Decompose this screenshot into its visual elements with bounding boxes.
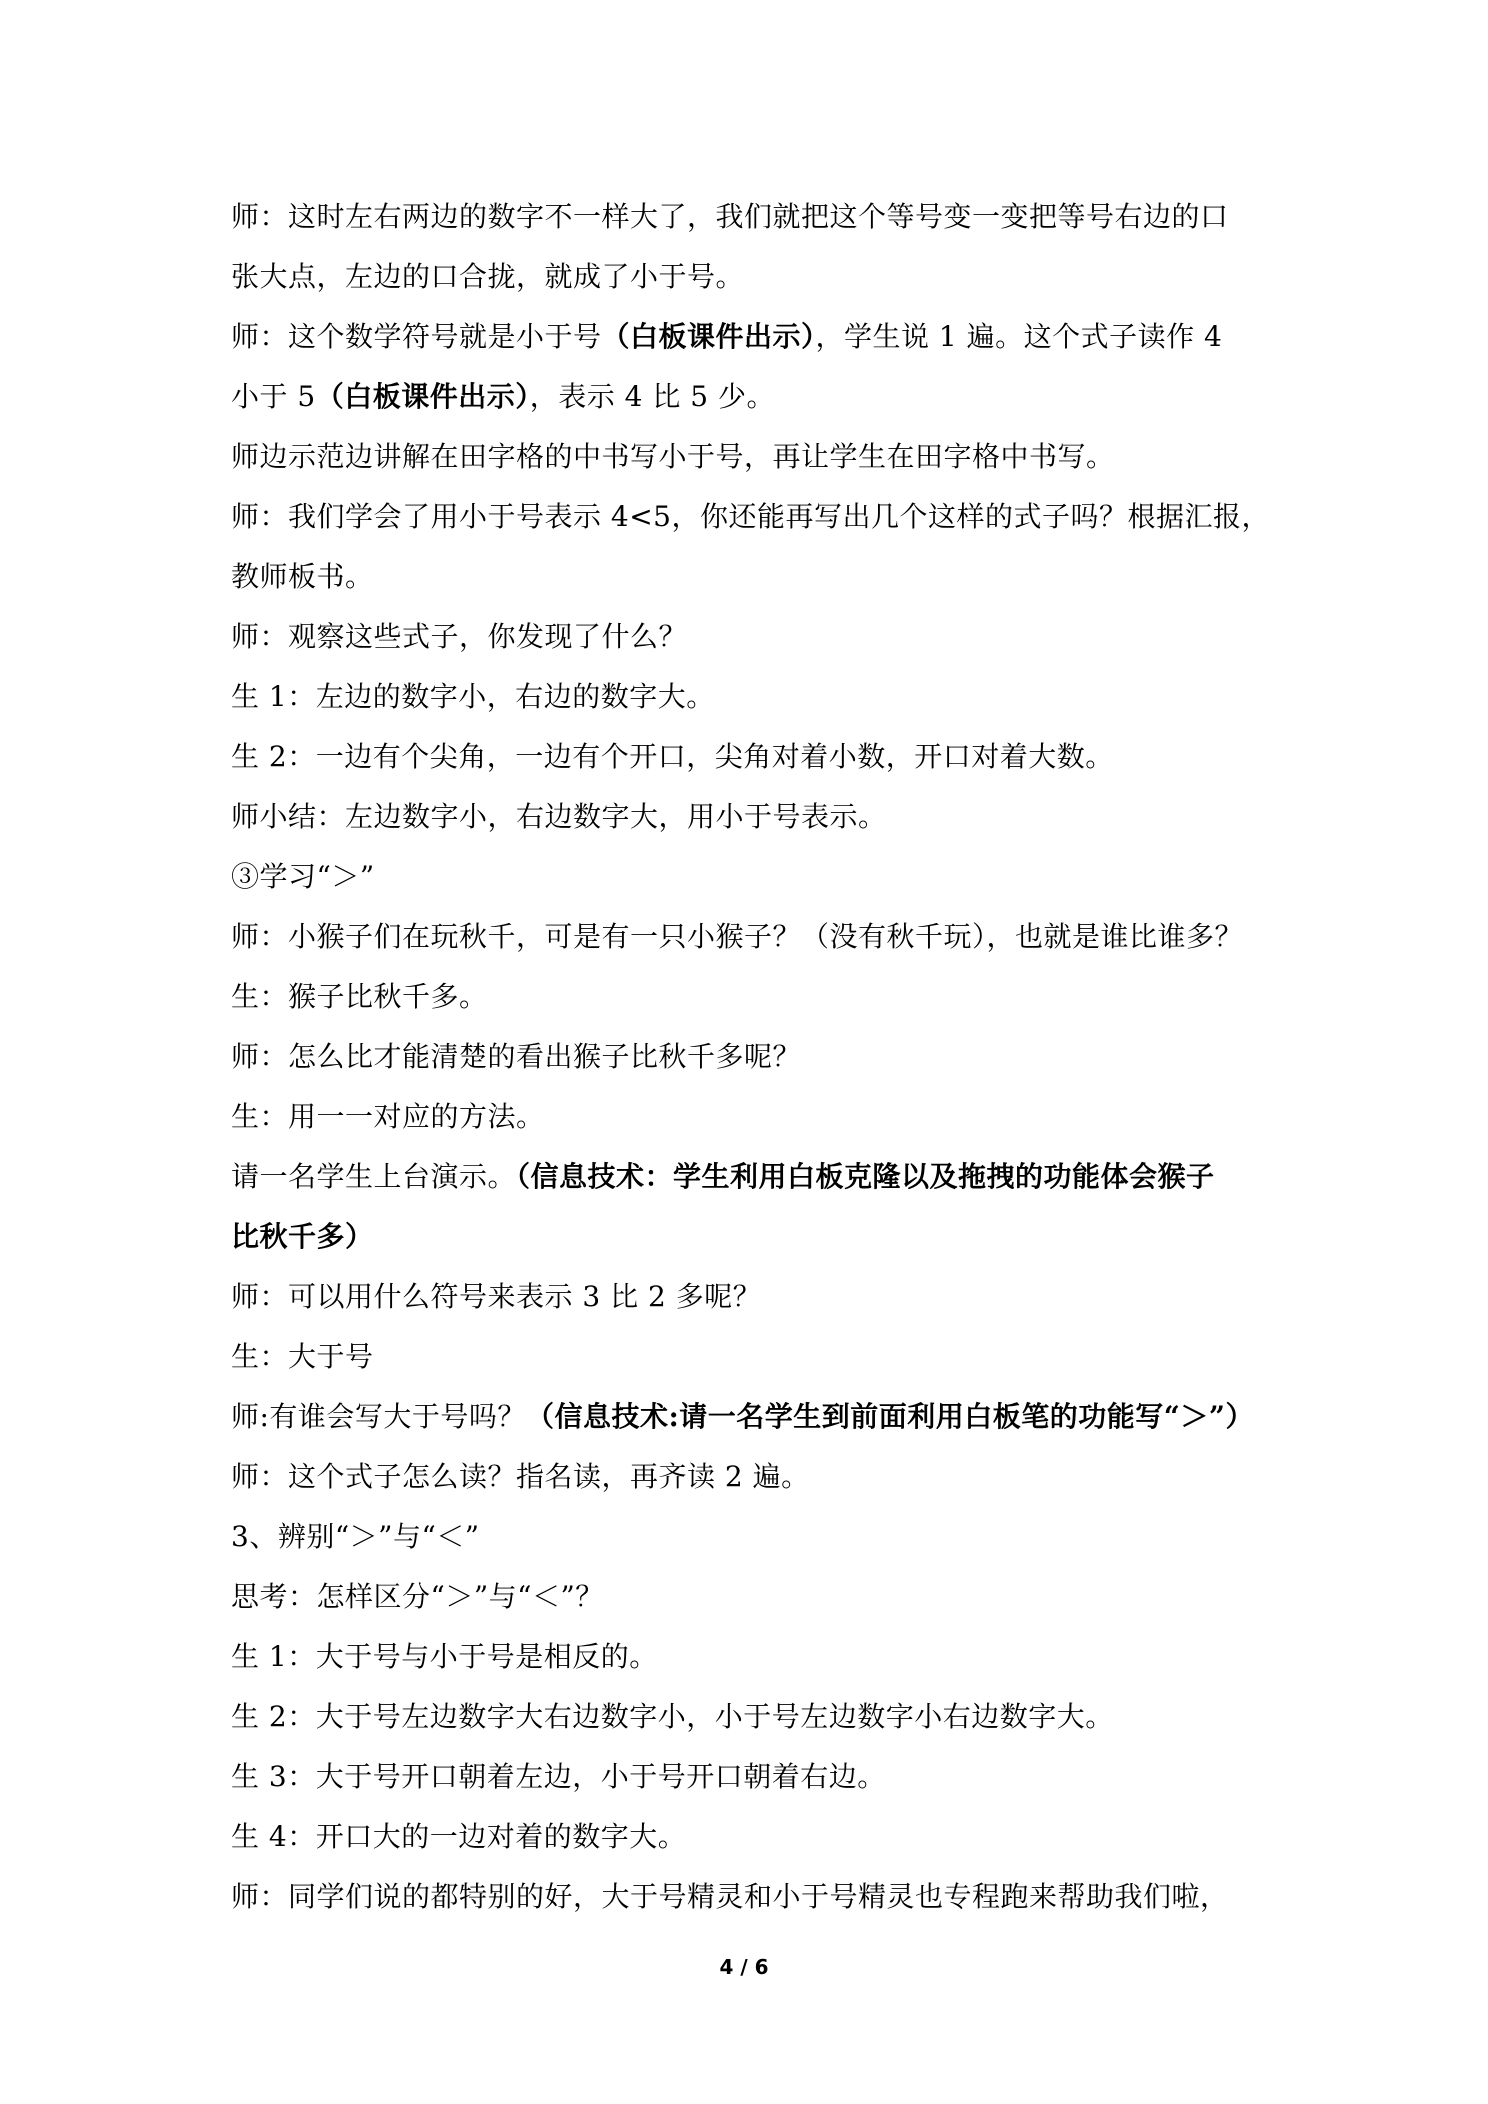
text-line (231, 307, 1281, 367)
text-line (231, 727, 1281, 787)
text-segment: 师小结：左边数字小，右边数字大，用小于号表示。 (231, 800, 887, 833)
bold-text-segment: （白板课件出示） (601, 320, 816, 353)
text-segment: 生 2：大于号左边数字大右边数字小，小于号左边数字小右边数字大。 (231, 1700, 1114, 1733)
text-line (231, 1627, 1281, 1687)
text-line (231, 1447, 1281, 1507)
text-line (231, 787, 1281, 847)
text-line (231, 1387, 1281, 1447)
text-segment: 小于 5 (231, 380, 316, 413)
text-line (231, 547, 1281, 607)
text-segment: 师：同学们说的都特别的好，大于号精灵和小于号精灵也专程跑来帮助我们啦， (231, 1880, 1229, 1913)
page-number: 4 / 6 (719, 1955, 769, 1979)
text-segment: 生 1：大于号与小于号是相反的。 (231, 1640, 658, 1673)
text-segment: 生：大于号 (231, 1340, 374, 1373)
text-line (231, 667, 1281, 727)
text-segment: 师：这个式子怎么读？指名读，再齐读 2 遍。 (231, 1460, 810, 1493)
bold-text-segment: 比秋千多） (231, 1220, 374, 1253)
bold-text-segment: （信息技术:请一名学生到前面利用白板笔的功能写“＞”） (525, 1400, 1254, 1433)
text-segment: 思考：怎样区分“＞”与“＜”？ (231, 1580, 604, 1613)
text-segment: 师：这时左右两边的数字不一样大了，我们就把这个等号变一变把等号右边的口 (231, 200, 1229, 233)
text-line (231, 1567, 1281, 1627)
text-segment: 请一名学生上台演示。 (231, 1160, 517, 1193)
text-line (231, 1327, 1281, 1387)
text-line (231, 1267, 1281, 1327)
text-line (231, 607, 1281, 667)
bold-text-segment: （白板课件出示） (315, 380, 530, 413)
text-line (231, 907, 1281, 967)
text-segment: 师：这个数学符号就是小于号 (231, 320, 602, 353)
document-body (231, 187, 1281, 1927)
text-segment: 师：我们学会了用小于号表示 4<5，你还能再写出几个这样的式子吗？根据汇报， (231, 500, 1270, 533)
text-line (231, 1147, 1281, 1207)
text-segment: ，学生说 1 遍。这个式子读作 4 (815, 320, 1223, 353)
text-segment: 师边示范边讲解在田字格的中书写小于号，再让学生在田字格中书写。 (231, 440, 1115, 473)
text-line (231, 847, 1281, 907)
text-segment: 生 2：一边有个尖角，一边有个开口，尖角对着小数，开口对着大数。 (231, 740, 1114, 773)
text-line (231, 247, 1281, 307)
text-segment: ，表示 4 比 5 少。 (529, 380, 775, 413)
text-segment: 师：观察这些式子，你发现了什么？ (231, 620, 688, 653)
text-segment: 师：小猴子们在玩秋千，可是有一只小猴子？（没有秋千玩），也就是谁比谁多？ (231, 920, 1244, 953)
text-segment: 生：用一一对应的方法。 (231, 1100, 545, 1133)
text-line (231, 1747, 1281, 1807)
text-line (231, 187, 1281, 247)
text-segment: ③学习“＞” (231, 860, 375, 893)
text-segment: 生：猴子比秋千多。 (231, 980, 488, 1013)
text-line (231, 967, 1281, 1027)
text-line (231, 1867, 1281, 1927)
text-segment: 教师板书。 (231, 560, 374, 593)
text-line (231, 1507, 1281, 1567)
text-line (231, 1027, 1281, 1087)
text-segment: 生 3：大于号开口朝着左边，小于号开口朝着右边。 (231, 1760, 886, 1793)
text-segment: 3、辨别“＞”与“＜” (231, 1520, 480, 1553)
text-line (231, 1687, 1281, 1747)
text-line (231, 427, 1281, 487)
text-segment: 生 1：左边的数字小，右边的数字大。 (231, 680, 715, 713)
text-line (231, 1087, 1281, 1147)
text-segment: 生 4：开口大的一边对着的数字大。 (231, 1820, 687, 1853)
text-line (231, 1807, 1281, 1867)
text-line (231, 1207, 1281, 1267)
text-segment: 张大点，左边的口合拢，就成了小于号。 (231, 260, 745, 293)
bold-text-segment: （信息技术：学生利用白板克隆以及拖拽的功能体会猴子 (516, 1160, 1215, 1193)
text-line (231, 487, 1281, 547)
text-segment: 师：可以用什么符号来表示 3 比 2 多呢？ (231, 1280, 762, 1313)
text-segment: 师:有谁会写大于号吗？ (231, 1400, 526, 1433)
text-line (231, 367, 1281, 427)
text-segment: 师：怎么比才能清楚的看出猴子比秋千多呢？ (231, 1040, 802, 1073)
